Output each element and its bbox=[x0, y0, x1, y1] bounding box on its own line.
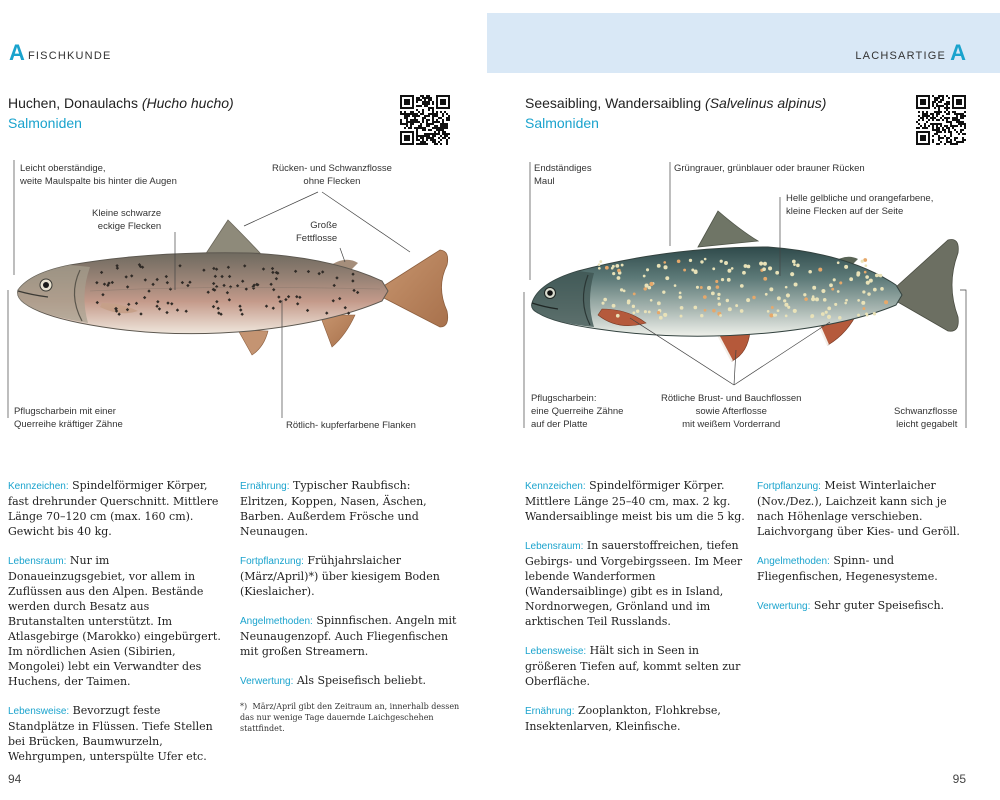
paragraph-lebensraum: Lebensraum: Nur im Donaueinzugsgebiet, vor allem in Zuflüssen aus den Alpen. Bestände werden durch Besatz aus Brutanstalten unterstützt. Im Atlasgebirge (Marokko) eingebürgert. Im nördlichen Asien (Sibirien, Mongolei) lebt ein Verwandter des Huchens, der Taimen. bbox=[8, 554, 221, 688]
paragraph-kennzeichen: Kennzeichen: Spindelförmiger Körper. Mittlere Länge 25–40 cm, max. 2 kg. Wandersaiblinge meist bis um die 5 kg. bbox=[525, 479, 745, 523]
paragraph-lebensweise: Lebensweise: Bevorzugt feste Standplätze in Flüssen. Tiefe Stellen bei Brücken, Baumwurzeln, Wehrgumpen, unterspülte Ufer etc. bbox=[8, 704, 213, 763]
annotation-fins-no-spots: Rücken- und Schwanzflosse ohne Flecken bbox=[272, 163, 392, 187]
annotation-spots: Kleine schwarze eckige Flecken bbox=[92, 208, 162, 232]
qr-code-icon[interactable] bbox=[916, 95, 966, 145]
species-latin-name: (Salvelinus alpinus) bbox=[705, 95, 827, 111]
label-fortpflanzung: Fortpflanzung: bbox=[240, 556, 304, 567]
label-lebensraum: Lebensraum: bbox=[525, 541, 584, 552]
annotation-flanks: Rötlich- kupferfarbene Flanken bbox=[286, 420, 416, 431]
label-kennzeichen: Kennzeichen: bbox=[525, 481, 586, 492]
header-band bbox=[487, 13, 1000, 73]
annotation-back: Grüngrauer, grünblauer oder brauner Rücken bbox=[674, 163, 865, 174]
label-fortpflanzung: Fortpflanzung: bbox=[757, 481, 821, 492]
footnote-text: März/April gibt den Zeitraum an, innerhalb dessen das nur wenige Tage dauernde Laichgeschehen stattfindet. bbox=[240, 702, 460, 733]
annotation-vomer: Pflugscharbein: eine Querreihe Zähne auf der Platte bbox=[531, 393, 624, 430]
annotation-adipose-fin: Große Fettflosse bbox=[296, 220, 338, 244]
footnote-mark: *) bbox=[240, 702, 248, 711]
huchen-fish-illustration bbox=[10, 215, 455, 360]
species-family: Salmoniden bbox=[8, 115, 82, 131]
label-ernaehrung: Ernährung: bbox=[525, 706, 575, 717]
qr-code-icon[interactable] bbox=[400, 95, 450, 145]
paragraph-verwertung: Verwertung: Als Speisefisch beliebt. bbox=[240, 674, 427, 687]
paragraph-angelmethoden: Angelmethoden: Spinnfischen. Angeln mit Neunaugenzopf. Auch Fliegenfischen mit großen Streamern. bbox=[240, 614, 457, 658]
seesaibling-fish-illustration bbox=[528, 205, 968, 365]
species-common-name: Seesaibling, Wandersaibling bbox=[525, 95, 706, 111]
label-lebensweise: Lebensweise: bbox=[525, 646, 587, 657]
label-ernaehrung: Ernährung: bbox=[240, 481, 290, 492]
paragraph-lebensraum: Lebensraum: In sauerstoffreichen, tiefen Gebirgs- und Vorgebirgsseen. Im Meer lebende Wanderformen (Wandersaiblinge) gibt es in Island, Nordnorwegen, Grönland und im arktischen Teil Russlands. bbox=[525, 539, 743, 628]
label-kennzeichen: Kennzeichen: bbox=[8, 481, 69, 492]
label-angelmethoden: Angelmethoden: bbox=[757, 556, 830, 567]
section-name: FISCHKUNDE bbox=[28, 50, 112, 62]
paragraph-ernaehrung: Ernährung: Zooplankton, Flohkrebse, Insektenlarven, Kleinfische. bbox=[525, 704, 721, 733]
annotation-mouth: Leicht oberständige, weite Maulspalte bis hinter die Augen bbox=[20, 163, 177, 187]
paragraph-fortpflanzung: Fortpflanzung: Meist Winterlaicher (Nov./Dez.), Laichzeit kann sich je nach Höhenlage verschieben. Laichvorgang über Kies- und Geröll. bbox=[757, 479, 960, 538]
paragraph-kennzeichen: Kennzeichen: Spindelförmiger Körper, fast drehrunder Querschnitt. Mittlere Länge 70–120 cm (max. 160 cm). Gewicht bis 40 kg. bbox=[8, 479, 219, 538]
label-angelmethoden: Angelmethoden: bbox=[240, 616, 313, 627]
left-text-column-2 bbox=[240, 478, 460, 734]
right-text-column-2 bbox=[757, 478, 977, 628]
annotation-mouth: Endständiges Maul bbox=[534, 163, 592, 187]
footnote bbox=[240, 701, 460, 734]
label-lebensraum: Lebensraum: bbox=[8, 556, 67, 567]
species-common-name: Huchen, Donaulachs bbox=[8, 95, 142, 111]
right-page bbox=[500, 0, 1000, 800]
page-number: 94 bbox=[8, 772, 22, 786]
species-latin-name: (Hucho hucho) bbox=[141, 95, 234, 111]
label-verwertung: Verwertung: bbox=[240, 676, 294, 687]
species-title bbox=[8, 95, 234, 111]
section-letter: A bbox=[950, 40, 966, 65]
annotation-vomer: Pflugscharbein mit einer Querreihe kräftiger Zähne bbox=[14, 406, 123, 430]
paragraph-verwertung: Verwertung: Sehr guter Speisefisch. bbox=[757, 599, 945, 612]
species-title bbox=[525, 95, 826, 111]
paragraph-ernaehrung: Ernährung: Typischer Raubfisch: Elritzen, Koppen, Nasen, Äschen, Barben. Außerdem Frösche und Neunaugen. bbox=[240, 479, 427, 538]
left-text-column-1 bbox=[8, 478, 228, 778]
paragraph-lebensweise: Lebensweise: Hält sich in Seen in größeren Tiefen auf, kommt selten zur Oberfläche. bbox=[525, 644, 741, 688]
annotation-red-fins: Rötliche Brust- und Bauchflossen sowie Afterflosse mit weißem Vorderrand bbox=[661, 393, 802, 430]
label-lebensweise: Lebensweise: bbox=[8, 706, 70, 717]
page-number: 95 bbox=[952, 772, 966, 786]
label-verwertung: Verwertung: bbox=[757, 601, 811, 612]
paragraph-angelmethoden: Angelmethoden: Spinn- und Fliegenfischen, Hegenesysteme. bbox=[757, 554, 938, 583]
right-text-column-1 bbox=[525, 478, 745, 748]
species-family: Salmoniden bbox=[525, 115, 599, 131]
annotation-tail: Schwanzflosse leicht gegabelt bbox=[894, 406, 958, 430]
annotation-light-spots: Helle gelbliche und orangefarbene, kleine Flecken auf der Seite bbox=[786, 193, 934, 217]
section-letter: A bbox=[9, 40, 25, 65]
paragraph-fortpflanzung: Fortpflanzung: Frühjahrslaicher (März/April)*) über kiesigem Boden (Kieslaicher). bbox=[240, 554, 440, 598]
section-name: LACHSARTIGE bbox=[855, 50, 946, 62]
